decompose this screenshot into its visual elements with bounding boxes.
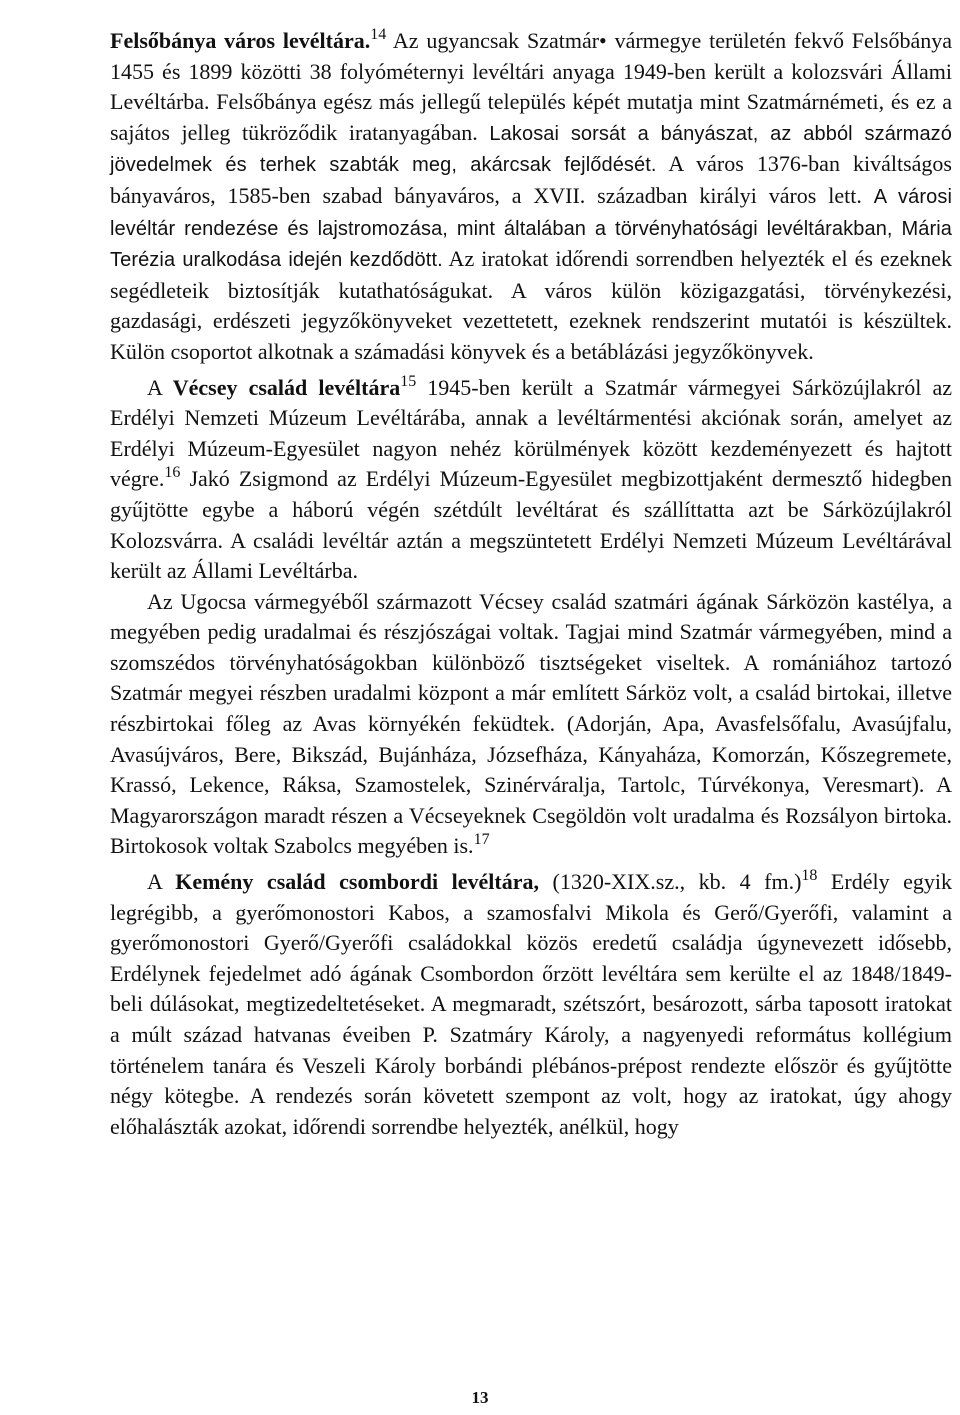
paragraph-text: A város 1376-ban kiváltságos bányaváros, 1585-ben szabad bányaváros, a XVII. században királyi város lett. (110, 151, 952, 208)
paragraph-text: Erdély egyik legrégibb, a gyerőmonostori Kabos, a szamosfalvi Mikola és Gerő/Gyerőfi, valamint a gyerőmonostori Gyerő/Gyerőfi családokkal közös eredetű családja úgynevezett idősebb, Erdélynek fejedelmet adó ágának Csombordon őrzött levéltára sem kerülte el az 1848/1849-beli dúlásokat, megtizedeltetéseket. A megmaradt, szétszórt, besározott, sárba taposott iratokat a múlt század hatvanas éveiben P. Szatmáry Károly, a nagyenyedi református kollégium történelem tanára és Veszeli Károly borbándi plébános-prépost rendezte először és gyűjtötte négy kötegbe. A rendezés során követett szempont az volt, hogy az iratokat, úgy ahogy előhalászták azokat, időrendi sorrendbe helyezték, anélkül, hogy (110, 869, 952, 1139)
paragraph-text: Az iratokat időrendi sorrendben helyezték el és ezeknek segédleteik biztosítják kutathatóságukat. A város külön közigazgatási, törvénykezési, gazdasági, erdészeti jegyzőkönyveket vezettetett, ezeknek rendszerint mutatói is készültek. Külön csoportot alkotnak a számadási könyvek és a betáblázási jegyzőkönyvek. (110, 246, 953, 364)
paragraph-ugocsa (110, 587, 952, 862)
heading-felsobanya: Felsőbánya város levéltára. (110, 28, 371, 53)
paragraph-text: (1320-XIX.sz., kb. 4 fm.) (538, 869, 802, 895)
paragraph-text-sans: A városi levéltár rendezése és lajstromozása, mint általában a törvényhatósági levéltárakban, Mária Terézia uralkodása idején kezdődött. (110, 185, 952, 272)
footnote-ref-15: 15 (400, 372, 417, 390)
page-number: 13 (471, 1388, 489, 1407)
footnote-ref-14: 14 (370, 26, 387, 43)
paragraph-lead: A (147, 374, 173, 400)
paragraph-text: Az Ugocsa vármegyéből származott Vécsey család szatmári ágának Sárközön kastélya, a megyében pedig uradalmai és részjószágai voltak. Tagjai mind Szatmár vármegyében, mind a szomszédos törvényhatóságokban különböző tisztségeket viseltek. A romániához tartozó Szatmár megyei részben uradalmi központ a már említett Sárköz volt, a család birtokai, illetve részbirtokai főleg az Avas környékén feküdtek. (Adorján, Apa, Avasfelsőfalu, Avasújfalu, Avasújváros, Bere, Bikszád, Bujánháza, Józsefháza, Kányaháza, Komorzán, Kőszegremete, Krassó, Lekence, Ráksa, Szamostelek, Szinérváralja, Tartolc, Túrvékonya, Veresmart). A Magyarországon maradt részen a Vécseyeknek Csegöldön volt uradalma és Rozsályon birtoka. Birtokosok voltak Szabolcs megyében is. (110, 588, 952, 859)
paragraph-lead: A (147, 869, 176, 895)
paragraph-text-sans: Lakosai sorsát a bányászat, az abból származó jövedelmek és terhek szabták meg, akárcsak fejlődését. (110, 122, 952, 177)
paragraph-text: Az ugyancsak Szatmár• vármegye területén fekvő Felsőbánya 1455 és 1899 közötti 38 folyóméternyi levéltári anyaga 1949-ben került a kolozsvári Állami Levéltárba. Felsőbánya egész más jellegű település képét mutatja mint Szatmárnémeti, és ez a sajátos jelleg tükröződik iratanyagában. (110, 28, 952, 145)
footnote-ref-18: 18 (801, 867, 818, 885)
paragraph-kemeny (110, 867, 952, 1142)
footnote-ref-16: 16 (164, 464, 181, 482)
paragraph-text: 1945-ben került a Szatmár vármegyei Sárközújlakról az Erdélyi Nemzeti Múzeum Levéltárába, annak a levéltármentési akciónak során, amelyet az Erdélyi Múzeum-Egyesület nagyon nehéz körülmények között kezdeményezett és hajtott végre. (110, 374, 952, 492)
paragraph-text: Jakó Zsigmond az Erdélyi Múzeum-Egyesület megbizottjaként dermesztő hidegben gyűjtötte egybe a háború végén szétdúlt levéltárat és szállíttatta azt be Sárközújlakról Kolozsvárra. A családi levéltár aztán a megszüntetett Erdélyi Nemzeti Múzeum Levéltárával került az Állami Levéltárba. (110, 466, 952, 584)
paragraph-felsobanya (110, 26, 952, 368)
heading-vecsey: Vécsey család levéltára (172, 374, 401, 400)
document-page (110, 26, 952, 1142)
heading-kemeny: Kemény család csombordi levéltára, (175, 869, 539, 895)
footnote-ref-17: 17 (473, 831, 490, 849)
paragraph-vecsey (110, 373, 952, 587)
